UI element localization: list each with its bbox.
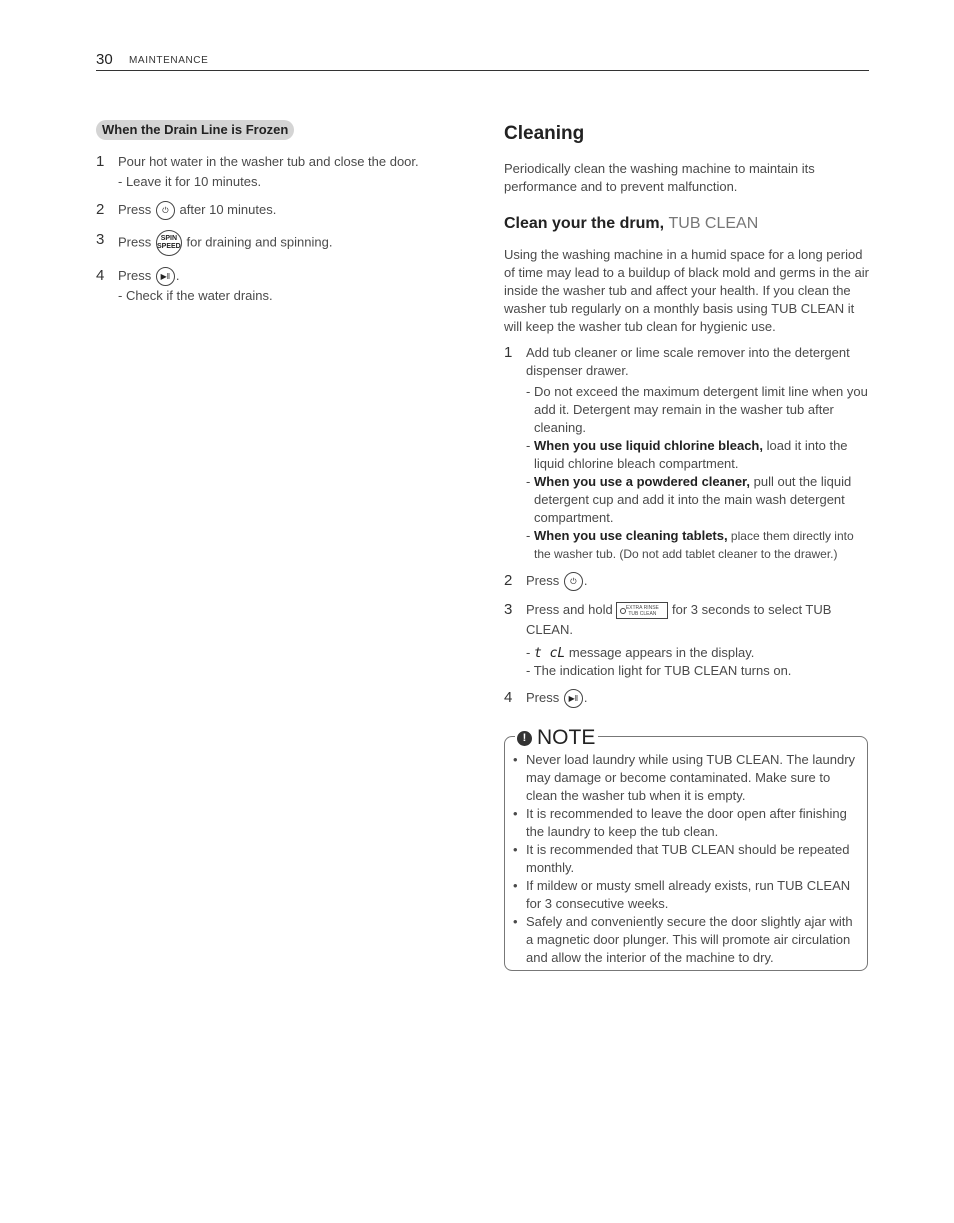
- frozen-step-4: [96, 266, 456, 306]
- step-number: 3: [504, 601, 513, 619]
- power-icon: ⏻: [156, 201, 175, 220]
- step-text-after: for draining and spinning.: [186, 234, 333, 250]
- cleaning-intro: Periodically clean the washing machine to maintain its performance and to prevent malfunction.: [504, 161, 815, 194]
- step-bullet: - When you use a powdered cleaner, pull out the liquid detergent cup and add it into the main wash detergent compartment.: [526, 474, 852, 525]
- extra-rinse-tub-clean-button-icon: [616, 602, 668, 619]
- step-subtext: - t cL message appears in the display.: [526, 645, 755, 662]
- bullet-bold: When you use a powdered cleaner,: [534, 474, 751, 489]
- frozen-step-3: [96, 230, 456, 256]
- display-message: message appears in the display.: [568, 645, 755, 661]
- cleaning-step-1: [504, 344, 870, 563]
- step-subtext: - Check if the water drains.: [118, 288, 273, 304]
- button-label-1: EXTRA RINSE: [625, 605, 659, 612]
- note-header: [515, 727, 598, 749]
- step-text-before: Press: [526, 690, 560, 706]
- step-number: 1: [504, 344, 513, 361]
- power-icon: ⏻: [564, 572, 583, 591]
- note-item-text: If mildew or musty smell already exists, run TUB CLEAN for 3 consecutive weeks.: [526, 878, 851, 911]
- step-text: Pour hot water in the washer tub and close the door.: [118, 154, 419, 169]
- cleaning-title: Cleaning: [504, 123, 585, 144]
- cleaning-section: [504, 120, 870, 708]
- step-number: 2: [504, 572, 513, 589]
- step-text-before: Press: [118, 234, 152, 250]
- speed-icon-label: SPEED: [156, 243, 181, 251]
- step-text-after: after 10 minutes.: [179, 202, 277, 217]
- step-subtext: - The indication light for TUB CLEAN turns on.: [526, 663, 792, 679]
- step-text-before: Press: [118, 202, 152, 217]
- start-pause-icon: ▶‖: [156, 267, 175, 286]
- step-subtext: - Leave it for 10 minutes.: [118, 174, 262, 189]
- note-list: [513, 751, 859, 967]
- bullet-bold: When you use cleaning tablets,: [534, 528, 728, 543]
- cleaning-step-3: [504, 600, 870, 679]
- step-bullet: - Do not exceed the maximum detergent limit line when you add it. Detergent may remain in the washer tub after cleaning.: [526, 384, 868, 435]
- note-item-text: It is recommended to leave the door open after finishing the laundry to keep the tub clean.: [526, 806, 847, 839]
- frozen-step-1: [96, 152, 456, 192]
- step-number: 2: [96, 201, 105, 218]
- frozen-step-2: [96, 200, 456, 220]
- bullet-text: place them directly into the washer tub. (Do not add tablet cleaner to the drawer.): [534, 529, 854, 561]
- note-item: • Never load laundry while using TUB CLEAN. The laundry may damage or become contaminated. Make sure to clean the washer tub when it is empty.: [513, 752, 856, 803]
- spin-icon-label: SPIN: [160, 235, 178, 243]
- page-number: 30: [96, 51, 113, 68]
- tub-clean-body: Using the washing machine in a humid space for a long period of time may lead to a buildup of black mold and germs in the air inside the washer tub and affect your health. If you clean the washer tub regularly on a monthly basis using TUB CLEAN it will keep the washer tub clean for hygienic use.: [504, 247, 869, 334]
- step-text-before: Press: [118, 268, 152, 284]
- tub-clean-heading: [504, 215, 870, 233]
- note-item: • It is recommended to leave the door open after finishing the laundry to keep the tub clean.: [513, 806, 847, 839]
- step-bullet: - When you use cleaning tablets, place them directly into the washer tub. (Do not add tablet cleaner to the drawer.): [526, 528, 854, 561]
- bullet-bold: When you use liquid chlorine bleach,: [534, 438, 763, 453]
- bullet-text: pull out the liquid detergent cup and add it into the main wash detergent compartment.: [534, 474, 852, 525]
- note-item-text: Never load laundry while using TUB CLEAN. The laundry may damage or become contaminated. Make sure to clean the washer tub when it is empty.: [526, 752, 856, 803]
- step-number: 3: [96, 231, 105, 249]
- step-number: 1: [96, 153, 105, 170]
- bullet-text: load it into the liquid chlorine bleach compartment.: [534, 438, 848, 471]
- warning-icon: !: [517, 731, 532, 746]
- display-code: t cL: [533, 646, 566, 662]
- step-text: Add tub cleaner or lime scale remover into the detergent dispenser drawer.: [526, 345, 850, 378]
- page-header: [96, 48, 869, 71]
- step-text-after: for 3 seconds to select TUB CLEAN.: [526, 602, 832, 638]
- note-item: • If mildew or musty smell already exists, run TUB CLEAN for 3 consecutive weeks.: [513, 878, 851, 911]
- note-item-text: It is recommended that TUB CLEAN should be repeated monthly.: [526, 842, 850, 875]
- step-bullet: - When you use liquid chlorine bleach, load it into the liquid chlorine bleach compartment.: [526, 438, 848, 471]
- button-label-2: TUB CLEAN: [628, 611, 657, 618]
- note-box: [504, 726, 868, 971]
- step-text-after: .: [583, 573, 588, 588]
- note-item-text: Safely and conveniently secure the door slightly ajar with a magnetic door plunger. This will promote air circulation and allow the interior of the machine to dry.: [526, 914, 853, 965]
- cleaning-step-4: [504, 688, 870, 708]
- start-pause-icon: ▶‖: [564, 689, 583, 708]
- step-text-after: .: [583, 690, 588, 706]
- spin-speed-icon: [156, 230, 182, 256]
- step-number: 4: [96, 267, 105, 285]
- step-bullets: [526, 383, 870, 563]
- step-text-before: Press and hold: [526, 602, 613, 618]
- bullet-text: Do not exceed the maximum detergent limit line when you add it. Detergent may remain in the washer tub after cleaning.: [534, 384, 868, 435]
- step-text-after: .: [175, 268, 180, 284]
- step-text-before: Press: [526, 573, 560, 588]
- note-title: NOTE: [537, 726, 596, 749]
- tub-clean-heading-text: Clean your the drum,: [504, 215, 665, 232]
- step-number: 4: [504, 689, 513, 707]
- note-item: • It is recommended that TUB CLEAN should be repeated monthly.: [513, 842, 850, 875]
- note-item: • Safely and conveniently secure the door slightly ajar with a magnetic door plunger. This will promote air circulation and allow the interior of the machine to dry.: [513, 914, 853, 965]
- section-name: MAINTENANCE: [129, 55, 209, 66]
- cleaning-step-2: [504, 571, 870, 591]
- frozen-drain-section: [96, 120, 456, 306]
- tub-clean-heading-accent: TUB CLEAN: [668, 215, 759, 232]
- frozen-drain-title: When the Drain Line is Frozen: [96, 120, 294, 140]
